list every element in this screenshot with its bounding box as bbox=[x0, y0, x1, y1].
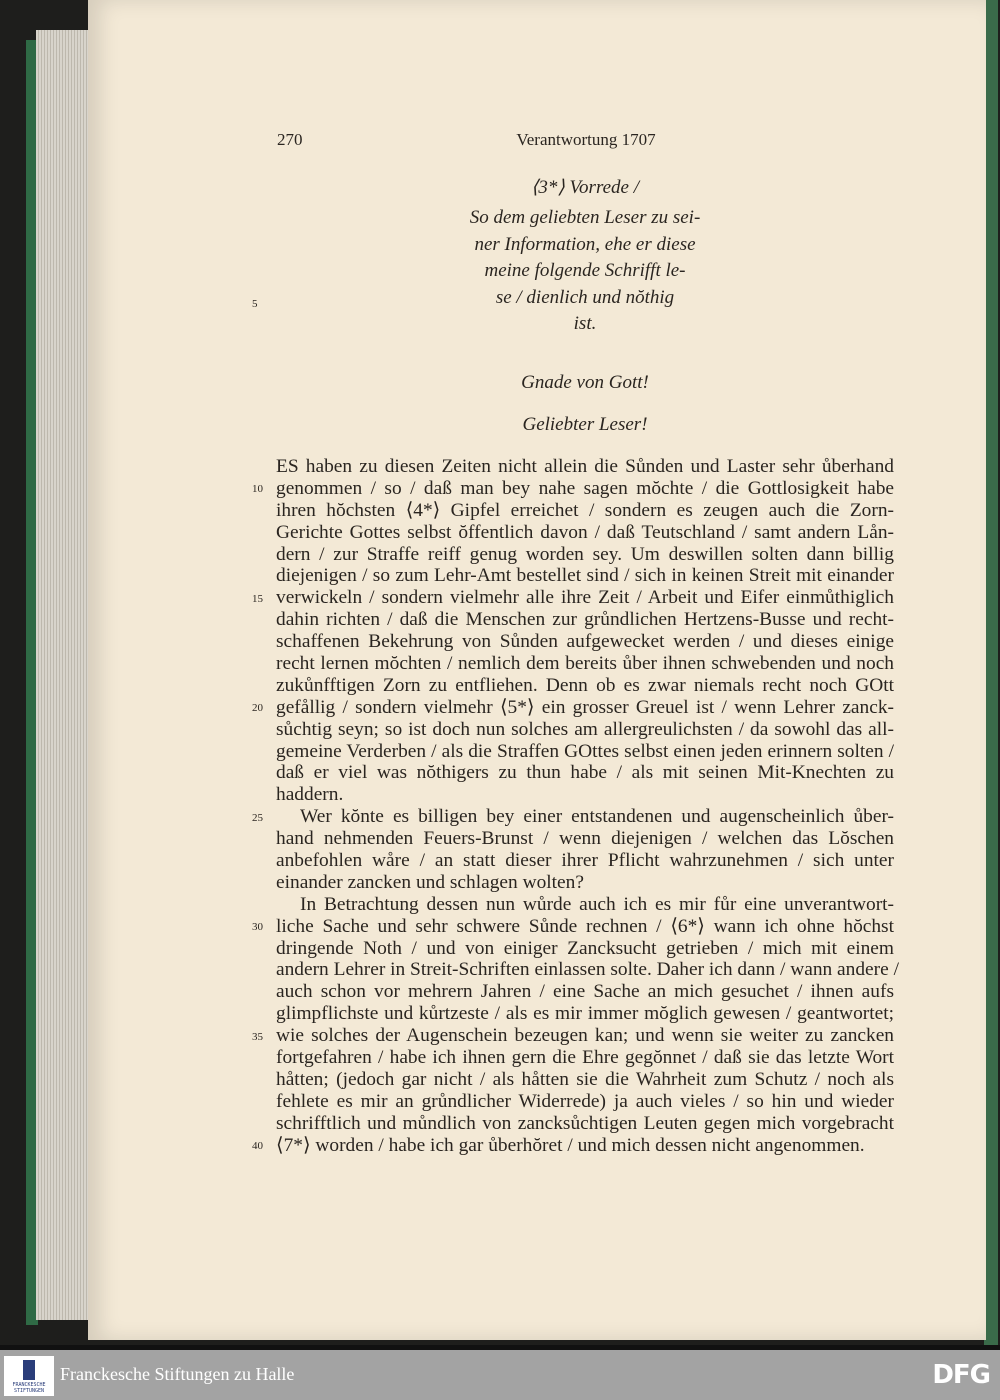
text-line: sůchtig seyn; so ist doch nun solches am allergreulichsten / da sowohl das all- bbox=[276, 718, 894, 740]
text-line: anbefohlen wåre / an statt dieser ihrer Pflicht wahrzunehmen / sich unter bbox=[276, 850, 894, 872]
text-line: fortgefahren / habe ich ihnen gern die Ehre gegŏnnet / daß sie das letzte Wort bbox=[276, 1047, 894, 1069]
text-line: dringende Noth / und von einiger Zancksucht getrieben / mich mit einem bbox=[276, 937, 894, 959]
text-line: daß er viel was nŏthigers zu thun habe / als mit seinen Mit-Knechten zu bbox=[276, 762, 894, 784]
footer-bar bbox=[0, 1350, 1000, 1400]
text-line: håtten; (jedoch gar nicht / als håtten sie die Wahrheit zum Schutz / noch als bbox=[276, 1068, 894, 1090]
text-line: dahin richten / daß die Menschen zur grůndlichen Hertzens-Busse und recht- bbox=[276, 609, 894, 631]
line-number: 40 bbox=[252, 1140, 263, 1152]
text-line: ES haben zu diesen Zeiten nicht allein die Sůnden und Laster sehr ůberhand bbox=[276, 456, 894, 477]
page-number: 270 bbox=[277, 130, 303, 149]
dfg-logo[interactable]: DFG bbox=[932, 1360, 990, 1390]
line-number: 35 bbox=[252, 1031, 263, 1043]
line-number: 20 bbox=[252, 702, 263, 714]
heading-line: meine folgende Schrifft le- bbox=[484, 260, 686, 281]
text-line: dern / zur Straffe reiff genug worden sey. Um deswillen solten dann billig bbox=[276, 543, 894, 565]
franckesche-stiftungen-logo[interactable] bbox=[4, 1356, 54, 1396]
text-line: schaffenen Bekehrung von Sůnden aufgewecket werden / und dieses einige bbox=[276, 631, 894, 653]
text-line: wie solches der Augenschein bezeugen kan; und wenn sie weiter zu zancken bbox=[276, 1025, 894, 1047]
footer-title: Franckesche Stiftungen zu Halle bbox=[60, 1364, 295, 1384]
text-line: glimpflichste und kůrtzeste / als es mir immer mŏglich gewesen / geantwortet; bbox=[276, 1003, 894, 1025]
heading-line: ner Information, ehe er diese bbox=[474, 234, 696, 255]
logo-text: FRANCKESCHE STIFTUNGEN bbox=[12, 1382, 46, 1394]
line-number: 10 bbox=[252, 483, 263, 495]
body-text bbox=[276, 456, 899, 1157]
line-number: 15 bbox=[252, 593, 263, 605]
text-line: auch schon vor mehrern Jahren / eine Sache an mich gesuchet / ihnen aufs bbox=[276, 981, 894, 1003]
text-line: Wer kŏnte es billigen bey einer entstandenen und augenscheinlich ůber- bbox=[300, 806, 894, 828]
line-number: 30 bbox=[252, 921, 263, 933]
text-line: In Betrachtung dessen nun wůrde auch ich es mir fůr eine unverantwort- bbox=[300, 893, 894, 915]
text-line: genommen / so / daß man bey nahe sagen mŏchte / die Gottlosigkeit habe bbox=[276, 477, 894, 499]
text-line: Gerichte Gottes selbst ŏffentlich davon / daß Teutschland / samt andern Lån- bbox=[276, 521, 894, 543]
text-line: andern Lehrer in Streit-Schriften einlassen solte. Daher ich dann / wann andere / bbox=[276, 959, 899, 981]
text-line: liche Sache und sehr schwere Sůnde rechnen / ⟨6*⟩ wann ich ohne hŏchst bbox=[276, 915, 894, 937]
running-head bbox=[277, 130, 895, 156]
text-line: ihren hŏchsten ⟨4*⟩ Gipfel erreichet / sondern es zeugen auch die Zorn- bbox=[276, 499, 894, 521]
heading-line: ist. bbox=[573, 313, 597, 334]
heading-line: se / dienlich und nŏthig bbox=[495, 287, 675, 308]
text-line: hand nehmenden Feuers-Brunst / wenn diejenigen / welchen das Lŏschen bbox=[276, 828, 894, 850]
greeting-line: Geliebter Leser! bbox=[522, 414, 648, 435]
text-line: verwickeln / sondern vielmehr alle ihre Zeit / Arbeit und Eifer einmůthiglich bbox=[276, 587, 894, 609]
line-number: 5 bbox=[252, 298, 258, 310]
text-line: schrifftlich und můndlich von zancksůchtigen Leuten gegen mich vorgebracht bbox=[276, 1112, 894, 1134]
text-line: haddern. bbox=[276, 784, 344, 806]
heading-line: So dem geliebten Leser zu sei- bbox=[469, 207, 701, 228]
line-number: 25 bbox=[252, 812, 263, 824]
book-cover-edge-right bbox=[984, 0, 998, 1345]
text-line: diejenigen / so zum Lehr-Amt bestellet sind / sich in keinen Streit mit einander bbox=[276, 565, 894, 587]
text-line: einander zancken und schlagen wolten? bbox=[276, 871, 584, 893]
text-line: gefållig / sondern vielmehr ⟨5*⟩ ein grosser Greuel ist / wenn Lehrer zanck- bbox=[276, 696, 894, 718]
text-line: fehlete es mir an grůndlicher Widerrede) ja auch vieles / so hin und wieder bbox=[276, 1090, 894, 1112]
text-line: gemeine Verderben / als die Straffen GOttes selbst einen jeden erinnern solten / bbox=[276, 740, 894, 762]
page-stack-edge bbox=[36, 30, 90, 1320]
heading-line: ⟨3*⟩ Vorrede / bbox=[530, 177, 640, 198]
text-line: ⟨7*⟩ worden / habe ich gar ůberhŏret / und mich dessen nicht angenommen. bbox=[276, 1134, 865, 1156]
text-line: zukůnfftigen Zorn zu entfliehen. Denn ob es zwar niemals recht noch GOtt bbox=[276, 674, 894, 696]
text-line: recht lernen mŏchten / nemlich dem bereits ůber ihnen schwebenden und noch bbox=[276, 653, 894, 675]
running-title: Verantwortung 1707 bbox=[516, 130, 656, 149]
greeting-line: Gnade von Gott! bbox=[521, 372, 649, 393]
logo-figure-icon bbox=[23, 1360, 35, 1380]
